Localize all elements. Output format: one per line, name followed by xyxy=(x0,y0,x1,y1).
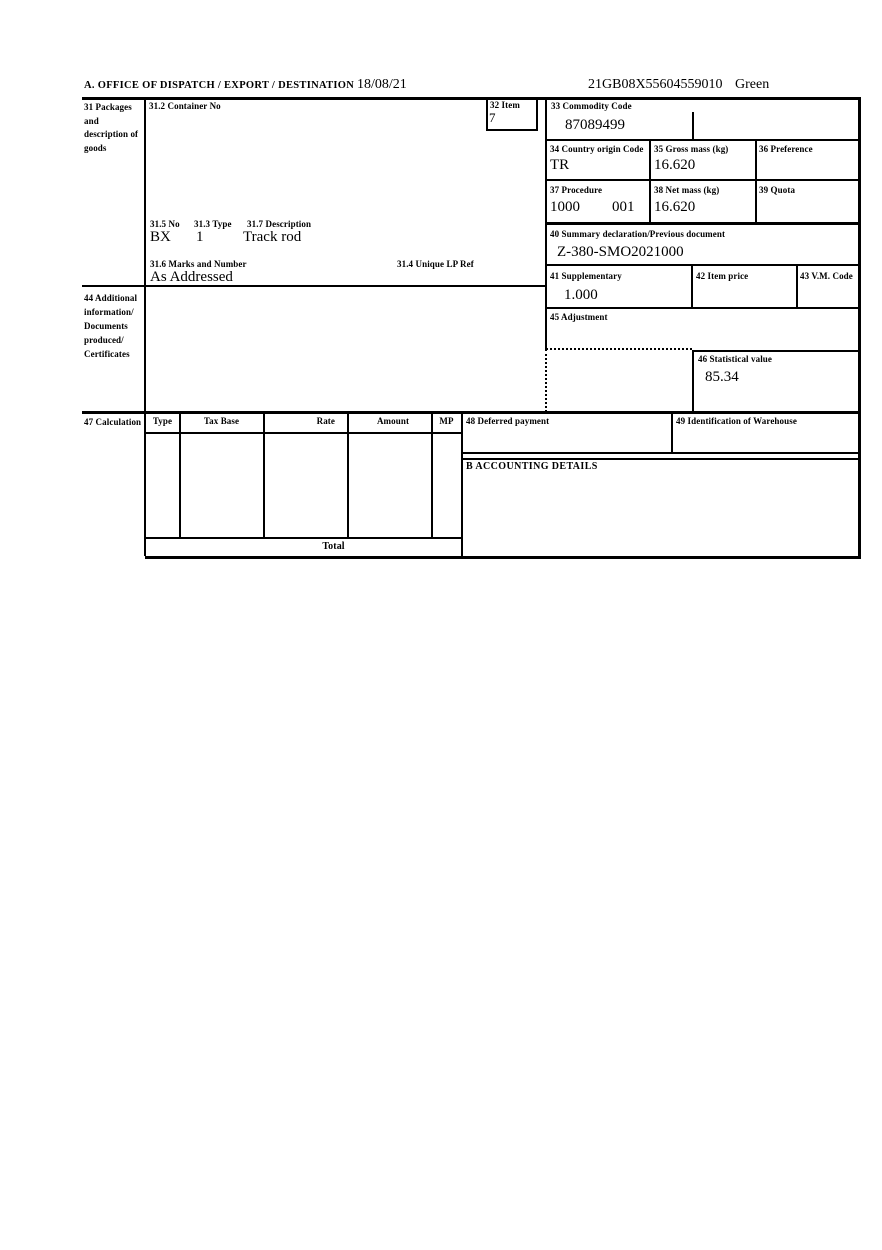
box45-label: 45 Adjustment xyxy=(550,312,608,322)
box38-label: 38 Net mass (kg) xyxy=(654,185,720,195)
box31-2-container-label: 31.2 Container No xyxy=(149,101,221,111)
box34-label: 34 Country origin Code xyxy=(550,144,644,154)
box41-label: 41 Supplementary xyxy=(550,271,622,281)
accounting-details-label: B ACCOUNTING DETAILS xyxy=(466,461,598,472)
row37-bottom-line xyxy=(546,222,858,225)
box40-label: 40 Summary declaration/Previous document xyxy=(550,229,726,239)
box44-label: 44 Additional information/ Documents produced/ Certificates xyxy=(84,293,138,359)
calc-right-divider xyxy=(461,411,463,558)
box40-previous-document: Z-380-SMO2021000 xyxy=(557,244,684,260)
calc-total-label: Total xyxy=(322,541,345,552)
calc-header-amount: Amount xyxy=(376,416,410,426)
box32-label: 32 Item xyxy=(490,100,520,110)
calc-header-mp: MP xyxy=(439,416,454,426)
box31-3-package-count: 1 xyxy=(196,229,204,245)
declaration-date: 18/08/21 xyxy=(357,77,407,92)
box39-label: 39 Quota xyxy=(759,185,796,195)
routing-channel: Green xyxy=(735,77,770,92)
box35-label: 35 Gross mass (kg) xyxy=(654,144,729,154)
col34-35-divider xyxy=(649,139,651,225)
center-divider-dotted xyxy=(545,349,547,412)
box33-bottom-line xyxy=(546,139,858,141)
row41-bottom-line xyxy=(546,307,858,309)
box37-label: 37 Procedure xyxy=(550,185,603,195)
box31-6-marks-value: As Addressed xyxy=(150,269,233,285)
form-border-bottom xyxy=(145,556,861,559)
box34-country-origin: TR xyxy=(550,157,570,173)
declaration-reference: 21GB08X55604559010 xyxy=(588,77,723,92)
calc-header-type: Type xyxy=(152,416,173,426)
box31-3-label: 31.3 Type xyxy=(194,219,232,229)
box35-gross-mass: 16.620 xyxy=(654,157,696,173)
accounting-top-line xyxy=(462,458,860,460)
box33-label: 33 Commodity Code xyxy=(551,101,632,111)
box46-left-line xyxy=(692,350,694,411)
box46-dotted-top-line xyxy=(546,348,692,350)
calc-col3-divider xyxy=(347,411,349,539)
box31-7-goods-description: Track rod xyxy=(243,229,302,245)
col35-36-divider xyxy=(755,139,757,225)
box38-net-mass: 16.620 xyxy=(654,199,696,215)
row34-bottom-line xyxy=(546,179,858,181)
office-of-dispatch-label: A. OFFICE OF DISPATCH / EXPORT / DESTINATION xyxy=(84,80,355,91)
box31-6-label: 31.6 Marks and Number xyxy=(150,259,247,269)
box31-5-package-kind: BX xyxy=(150,229,171,245)
calc-body-bottom-line xyxy=(145,537,463,539)
box46-label: 46 Statistical value xyxy=(698,354,772,364)
box46-statistical-value: 85.34 xyxy=(705,369,739,385)
box33-subfield-divider xyxy=(692,112,694,141)
calc-col2-divider xyxy=(263,411,265,539)
col42-43-divider xyxy=(796,264,798,309)
box47-top-line xyxy=(82,411,861,414)
box42-label: 42 Item price xyxy=(696,271,749,281)
box47-label: 47 Calculation xyxy=(84,417,142,427)
box37-procedure-code2: 001 xyxy=(612,199,635,215)
box48-label: 48 Deferred payment xyxy=(466,416,550,426)
calc-col1-divider xyxy=(179,411,181,539)
box31-label: 31 Packages and description of goods xyxy=(84,102,139,153)
box37-procedure-code: 1000 xyxy=(550,199,580,215)
box31-4-label: 31.4 Unique LP Ref xyxy=(397,259,474,269)
calc-header-bottom-line xyxy=(145,432,463,434)
box33-commodity-code: 87089499 xyxy=(565,117,625,133)
box46-top-line xyxy=(692,350,858,352)
box40-bottom-line xyxy=(546,264,858,266)
row48-bottom-line xyxy=(462,452,860,454)
box31-7-label: 31.7 Description xyxy=(247,219,312,229)
form-border-top xyxy=(82,97,861,100)
box31-5-label: 31.5 No xyxy=(150,219,180,229)
calc-header-tax-base: Tax Base xyxy=(203,416,240,426)
box41-supplementary-units: 1.000 xyxy=(564,287,598,303)
box36-label: 36 Preference xyxy=(759,144,813,154)
box49-label: 49 Identification of Warehouse xyxy=(676,416,797,426)
form-border-right xyxy=(858,97,861,559)
box43-label: 43 V.M. Code xyxy=(800,271,853,281)
box32-item-number: 7 xyxy=(489,110,496,125)
col48-49-divider xyxy=(671,411,673,454)
col41-42-divider xyxy=(691,264,693,309)
calc-header-rate: Rate xyxy=(316,416,335,426)
calc-col4-divider xyxy=(431,411,433,539)
